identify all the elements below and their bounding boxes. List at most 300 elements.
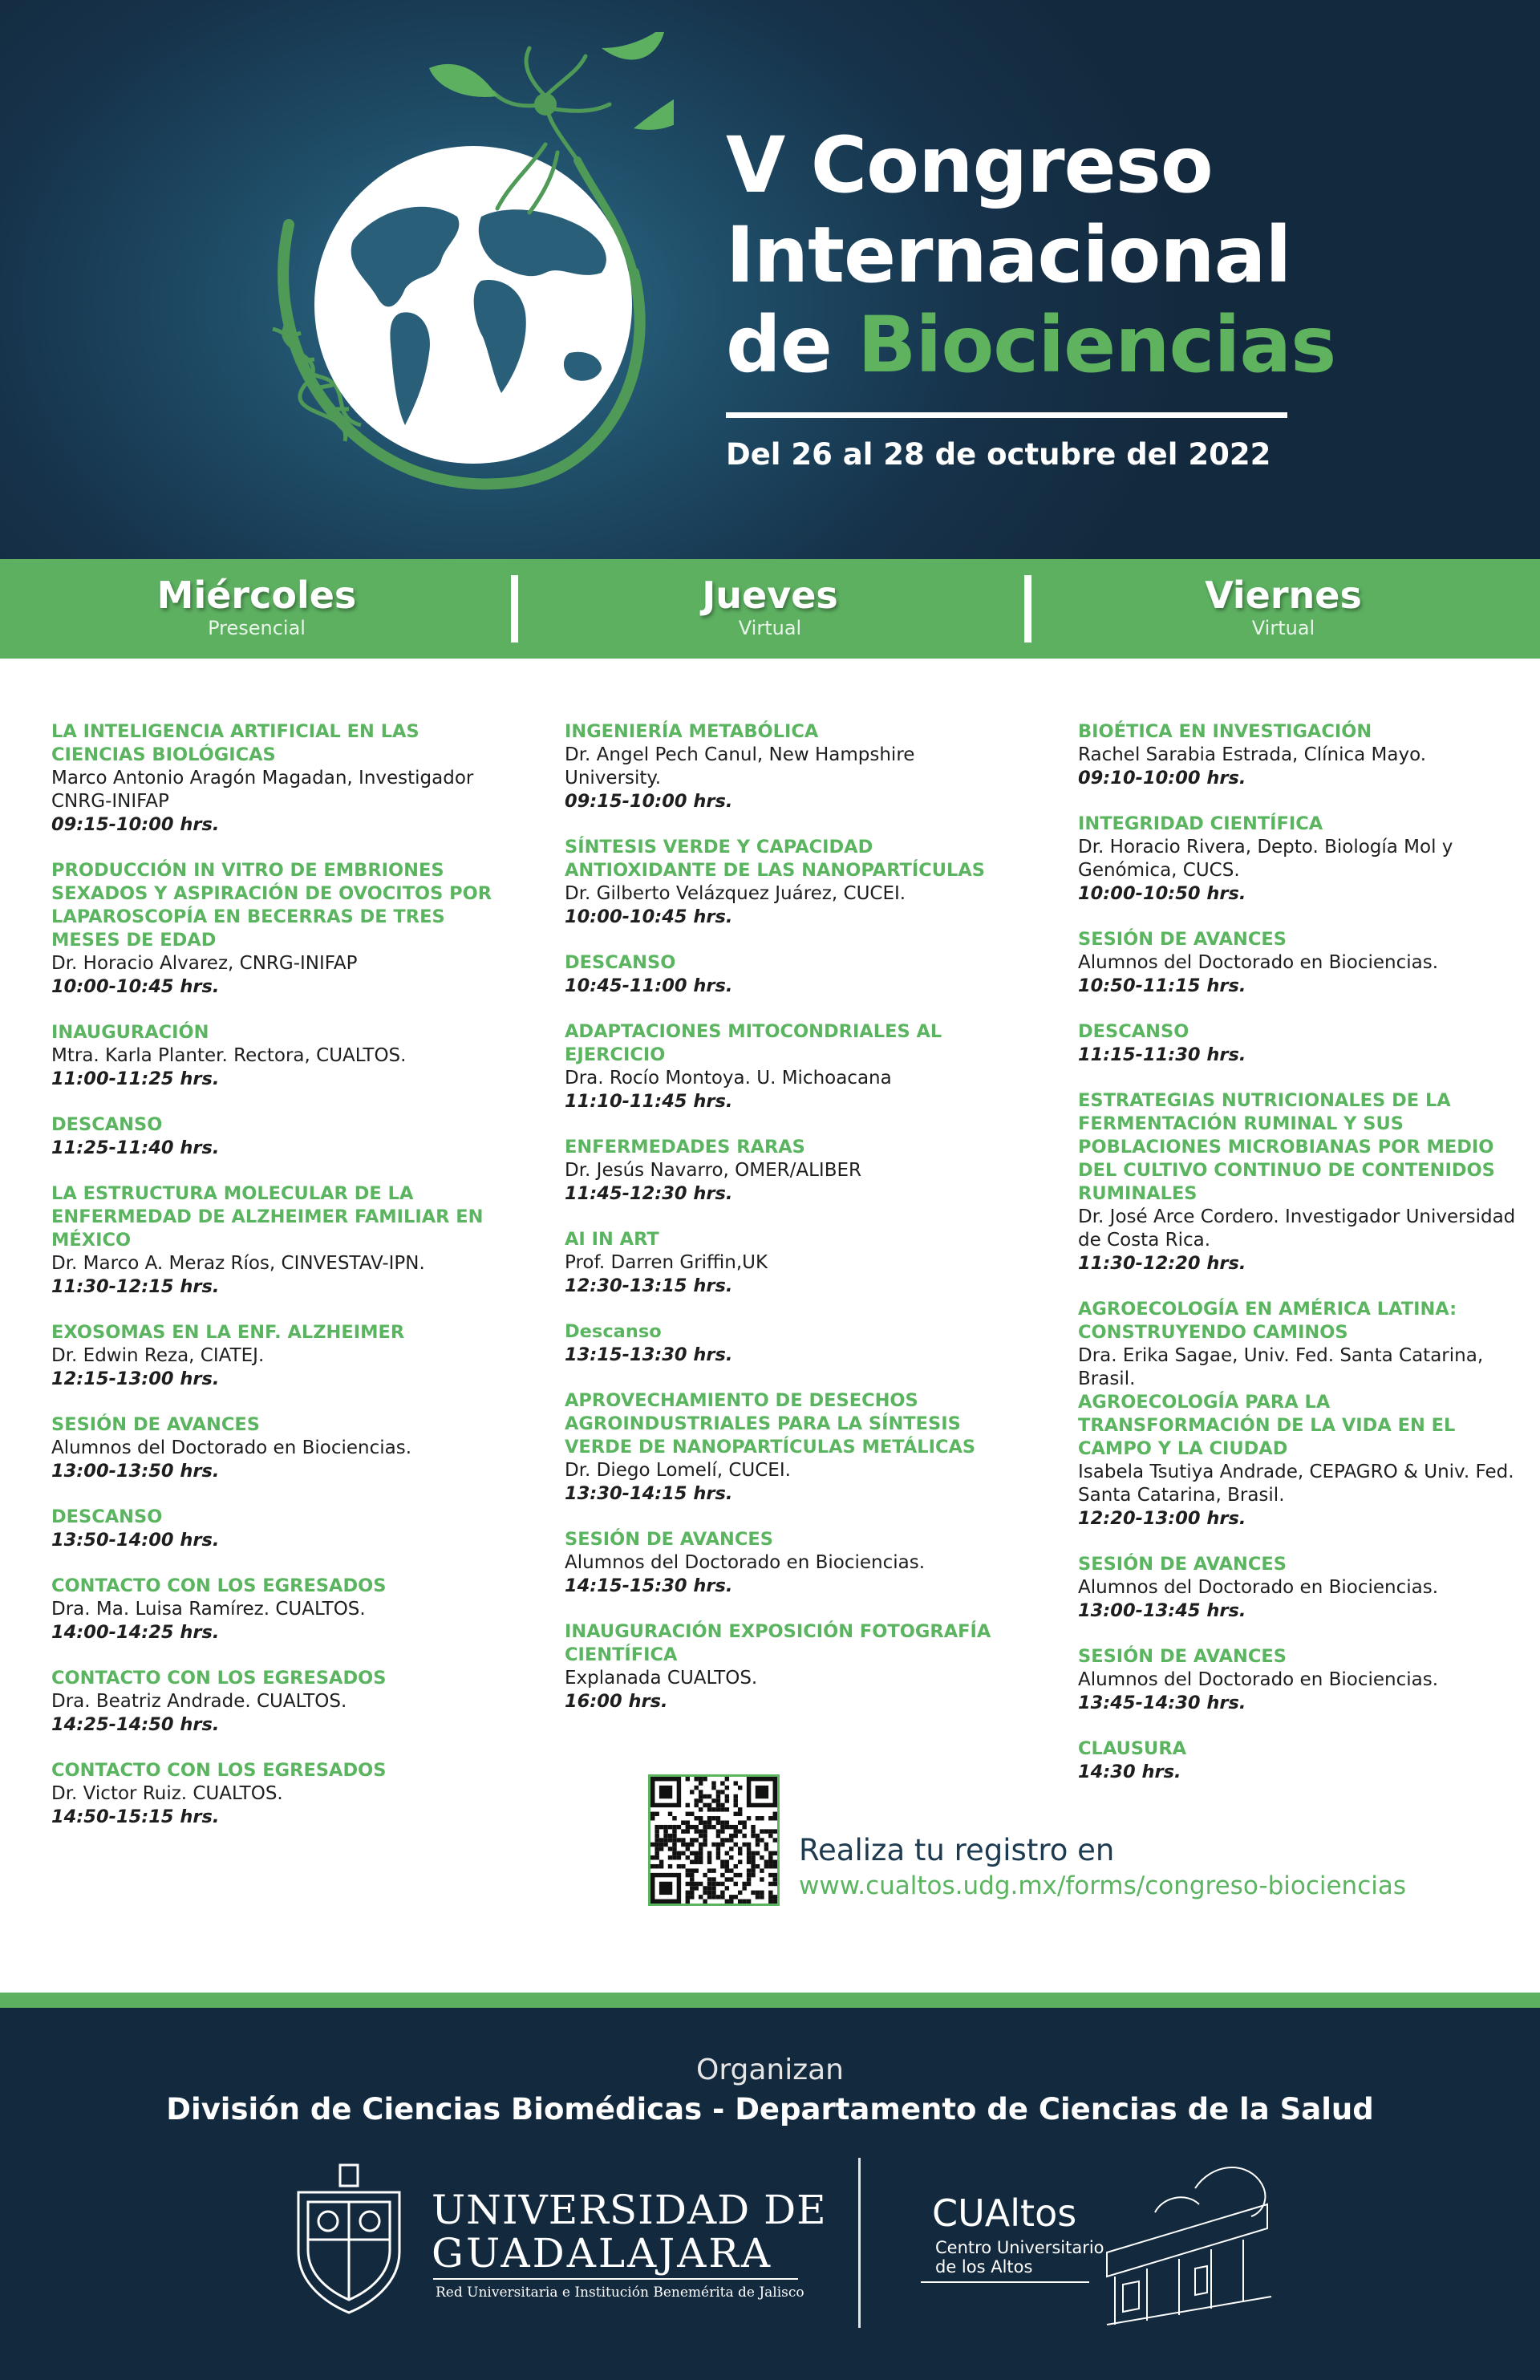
qr-module xyxy=(677,1838,681,1842)
session-title: CONTACTO CON LOS EGRESADOS xyxy=(51,1760,387,1781)
session-title: SESIÓN DE AVANCES xyxy=(565,1529,773,1550)
qr-module xyxy=(720,1825,724,1829)
qr-module xyxy=(703,1825,707,1829)
qr-code-icon[interactable] xyxy=(648,1774,780,1906)
qr-module xyxy=(654,1851,659,1855)
footer-stripe xyxy=(0,1993,1540,2008)
qr-module xyxy=(738,1820,742,1824)
qr-module xyxy=(734,1794,738,1798)
qr-module xyxy=(729,1855,733,1859)
qr-module xyxy=(725,1798,729,1802)
qr-module xyxy=(764,1829,768,1833)
qr-module xyxy=(734,1798,738,1802)
qr-module xyxy=(734,1873,738,1877)
qr-module xyxy=(720,1807,724,1811)
qr-module xyxy=(716,1851,720,1855)
qr-module xyxy=(659,1786,672,1798)
qr-module xyxy=(690,1843,694,1847)
session-title: INGENIERÍA METABÓLICA xyxy=(565,721,819,742)
qr-module xyxy=(699,1834,703,1838)
qr-module xyxy=(729,1838,733,1842)
qr-module xyxy=(751,1873,755,1877)
qr-module xyxy=(686,1882,690,1886)
qr-module xyxy=(703,1829,707,1833)
session-speaker: Dra. Beatriz Andrade. CUALTOS. xyxy=(51,1691,347,1712)
qr-module xyxy=(694,1803,698,1807)
session-title: DESCANSO xyxy=(51,1114,163,1135)
schedule-item xyxy=(1078,1298,1527,1391)
qr-module xyxy=(716,1820,720,1824)
qr-module xyxy=(690,1860,694,1864)
qr-module xyxy=(694,1798,698,1802)
schedule-item xyxy=(51,1321,500,1391)
schedule-item xyxy=(1078,813,1527,906)
qr-module xyxy=(686,1868,690,1872)
title-divider xyxy=(726,412,1287,418)
session-title: APROVECHAMIENTO DE DESECHOS AGROINDUSTRIALES PARA LA SÍNTESIS VERDE DE NANOPARTÍCULAS METÁLICAS xyxy=(565,1390,976,1458)
qr-module xyxy=(760,1877,764,1881)
qr-module xyxy=(699,1790,703,1794)
qr-module xyxy=(686,1895,690,1899)
qr-module xyxy=(734,1834,738,1838)
qr-module xyxy=(681,1851,685,1855)
qr-module xyxy=(729,1825,733,1829)
session-title: DESCANSO xyxy=(51,1506,163,1527)
qr-module xyxy=(699,1781,703,1785)
qr-module xyxy=(768,1873,772,1877)
udg-tagline: Red Universitaria e Institución Benemérita de Jalisco xyxy=(436,2285,804,2301)
qr-module xyxy=(686,1843,690,1847)
session-speaker: Explanada CUALTOS. xyxy=(565,1668,758,1689)
day-separator xyxy=(1024,575,1031,643)
qr-module xyxy=(672,1834,676,1838)
qr-module xyxy=(686,1891,690,1895)
session-speaker: Alumnos del Doctorado en Biociencias. xyxy=(565,1552,926,1573)
qr-module xyxy=(694,1855,698,1859)
day-mode: Presencial xyxy=(208,617,306,639)
qr-module xyxy=(686,1803,690,1807)
session-title: ENFERMEDADES RARAS xyxy=(565,1137,805,1158)
qr-module xyxy=(768,1895,772,1899)
qr-module xyxy=(668,1864,672,1868)
qr-module xyxy=(690,1882,694,1886)
qr-module xyxy=(742,1834,746,1838)
session-speaker: Alumnos del Doctorado en Biociencias. xyxy=(51,1437,412,1458)
qr-module xyxy=(725,1777,729,1781)
qr-module xyxy=(773,1877,777,1881)
qr-module xyxy=(650,1855,654,1859)
qr-module xyxy=(747,1873,751,1877)
session-title: CONTACTO CON LOS EGRESADOS xyxy=(51,1668,387,1689)
day-header-thursday xyxy=(561,559,979,639)
session-speaker: Dr. Angel Pech Canul, New Hampshire University. xyxy=(565,744,915,789)
qr-module xyxy=(734,1812,738,1816)
qr-module xyxy=(650,1864,654,1868)
qr-module xyxy=(690,1812,694,1816)
schedule-item xyxy=(1078,1645,1527,1715)
qr-module xyxy=(663,1829,667,1833)
qr-module xyxy=(720,1803,724,1807)
qr-module xyxy=(725,1838,729,1842)
cualtos-subtitle xyxy=(935,2238,1104,2277)
session-title: SESIÓN DE AVANCES xyxy=(51,1414,260,1435)
qr-module xyxy=(694,1777,698,1781)
session-title: SESIÓN DE AVANCES xyxy=(1078,1554,1287,1575)
qr-module xyxy=(716,1843,720,1847)
qr-module xyxy=(686,1825,690,1829)
qr-module xyxy=(756,1864,760,1868)
schedule-item xyxy=(51,1667,500,1737)
cualtos-underline xyxy=(921,2281,1089,2283)
qr-module xyxy=(707,1895,711,1899)
qr-module xyxy=(654,1855,659,1859)
qr-module xyxy=(650,1812,654,1816)
qr-module xyxy=(720,1781,724,1785)
qr-module xyxy=(742,1843,746,1847)
qr-module xyxy=(725,1794,729,1798)
qr-module xyxy=(650,1843,654,1847)
session-title: INAUGURACIÓN EXPOSICIÓN FOTOGRAFÍA CIENTÍFICA xyxy=(565,1621,991,1665)
schedule-item xyxy=(1078,928,1527,998)
qr-module xyxy=(716,1855,720,1859)
qr-module xyxy=(734,1882,738,1886)
qr-module xyxy=(768,1900,772,1904)
event-title-prefix: de xyxy=(726,300,858,390)
qr-module xyxy=(747,1847,751,1851)
qr-module xyxy=(764,1860,768,1864)
qr-module xyxy=(773,1882,777,1886)
qr-module xyxy=(694,1825,698,1829)
qr-module xyxy=(760,1891,764,1895)
qr-module xyxy=(716,1790,720,1794)
qr-module xyxy=(768,1829,772,1833)
qr-module xyxy=(720,1829,724,1833)
qr-module xyxy=(725,1900,729,1904)
qr-module xyxy=(729,1877,733,1881)
qr-module xyxy=(738,1873,742,1877)
qr-module xyxy=(668,1825,672,1829)
qr-module xyxy=(686,1777,690,1781)
qr-module xyxy=(690,1877,694,1881)
day-header-friday xyxy=(1075,559,1492,639)
qr-module xyxy=(694,1829,698,1833)
session-title: Descanso xyxy=(565,1321,662,1342)
qr-module xyxy=(751,1825,755,1829)
event-title-line-3 xyxy=(726,300,1336,390)
qr-module xyxy=(747,1860,751,1864)
qr-module xyxy=(716,1847,720,1851)
qr-module xyxy=(747,1843,751,1847)
qr-module xyxy=(725,1825,729,1829)
qr-module xyxy=(690,1825,694,1829)
qr-module xyxy=(703,1891,707,1895)
qr-module xyxy=(729,1900,733,1904)
session-time: 13:50-14:00 hrs. xyxy=(51,1530,220,1551)
qr-module xyxy=(672,1855,676,1859)
session-title: AGROECOLOGÍA PARA LA TRANSFORMACIÓN DE LA VIDA EN EL CAMPO Y LA CIUDAD xyxy=(1078,1392,1456,1459)
qr-module xyxy=(725,1860,729,1864)
qr-module xyxy=(742,1820,746,1824)
qr-module xyxy=(760,1855,764,1859)
qr-module xyxy=(663,1843,667,1847)
qr-module xyxy=(747,1851,751,1855)
qr-module xyxy=(694,1851,698,1855)
qr-module xyxy=(690,1891,694,1895)
qr-module xyxy=(707,1807,711,1811)
qr-module xyxy=(711,1843,715,1847)
qr-module xyxy=(742,1882,746,1886)
session-time: 09:15-10:00 hrs. xyxy=(565,791,733,812)
qr-module xyxy=(703,1803,707,1807)
registration-label: Realiza tu registro en xyxy=(799,1833,1115,1867)
qr-module xyxy=(703,1900,707,1904)
qr-module xyxy=(756,1834,760,1838)
qr-module xyxy=(756,1786,768,1798)
qr-module xyxy=(747,1855,751,1859)
qr-module xyxy=(734,1843,738,1847)
qr-module xyxy=(672,1838,676,1842)
qr-module xyxy=(711,1816,715,1820)
session-speaker: Isabela Tsutiya Andrade, CEPAGRO & Univ. Fed. Santa Catarina, Brasil. xyxy=(1078,1462,1514,1506)
qr-module xyxy=(707,1882,711,1886)
qr-module xyxy=(681,1829,685,1833)
qr-module xyxy=(654,1812,659,1816)
qr-module xyxy=(699,1829,703,1833)
session-speaker: Dr. Marco A. Meraz Ríos, CINVESTAV-IPN. xyxy=(51,1253,425,1274)
qr-module xyxy=(738,1900,742,1904)
schedule-item xyxy=(51,1759,500,1829)
qr-module xyxy=(716,1798,720,1802)
day-name: Viernes xyxy=(1205,574,1362,617)
qr-module xyxy=(720,1873,724,1877)
session-time: 09:15-10:00 hrs. xyxy=(51,814,220,835)
qr-module xyxy=(738,1786,742,1790)
cualtos-name: CUAltos xyxy=(932,2191,1077,2235)
qr-module xyxy=(720,1895,724,1899)
qr-module xyxy=(734,1803,738,1807)
qr-module xyxy=(764,1864,768,1868)
qr-module xyxy=(654,1829,659,1833)
session-time: 13:15-13:30 hrs. xyxy=(565,1344,733,1365)
session-title: ADAPTACIONES MITOCONDRIALES AL EJERCICIO xyxy=(565,1021,942,1065)
udg-seal-icon xyxy=(290,2163,407,2316)
session-time: 11:30-12:15 hrs. xyxy=(51,1276,220,1297)
session-title: AGROECOLOGÍA EN AMÉRICA LATINA: CONSTRUYENDO CAMINOS xyxy=(1078,1299,1457,1343)
schedule-item xyxy=(565,1136,1014,1206)
session-speaker: Alumnos del Doctorado en Biociencias. xyxy=(1078,1577,1439,1598)
qr-module xyxy=(738,1860,742,1864)
qr-module xyxy=(703,1843,707,1847)
session-time: 10:00-10:45 hrs. xyxy=(565,906,733,927)
qr-module xyxy=(747,1868,751,1872)
qr-module xyxy=(654,1825,659,1829)
session-time: 14:00-14:25 hrs. xyxy=(51,1622,220,1643)
qr-module xyxy=(716,1794,720,1798)
logo-separator xyxy=(858,2158,861,2328)
qr-module xyxy=(654,1843,659,1847)
organizers-names: División de Ciencias Biomédicas - Departamento de Ciencias de la Salud xyxy=(166,2092,1374,2127)
session-speaker: Alumnos del Doctorado en Biociencias. xyxy=(1078,952,1439,973)
qr-module xyxy=(773,1873,777,1877)
qr-module xyxy=(711,1825,715,1829)
session-time: 14:30 hrs. xyxy=(1078,1762,1181,1782)
session-time: 11:25-11:40 hrs. xyxy=(51,1137,220,1158)
qr-module xyxy=(711,1798,715,1802)
qr-module xyxy=(716,1816,720,1820)
session-time: 14:50-15:15 hrs. xyxy=(51,1806,220,1827)
qr-module xyxy=(734,1825,738,1829)
session-time: 10:00-10:50 hrs. xyxy=(1078,883,1246,904)
qr-module xyxy=(768,1855,772,1859)
session-time: 11:45-12:30 hrs. xyxy=(565,1183,733,1204)
udg-name-line-1: UNIVERSIDAD DE xyxy=(432,2187,827,2233)
qr-module xyxy=(751,1834,755,1838)
day-headers-bar xyxy=(0,559,1540,659)
qr-module xyxy=(703,1820,707,1824)
qr-module xyxy=(707,1886,711,1890)
qr-module xyxy=(681,1843,685,1847)
qr-module xyxy=(716,1834,720,1838)
qr-module xyxy=(686,1855,690,1859)
qr-module xyxy=(694,1860,698,1864)
session-speaker: Mtra. Karla Planter. Rectora, CUALTOS. xyxy=(51,1045,407,1066)
qr-module xyxy=(659,1882,672,1895)
qr-module xyxy=(747,1816,751,1820)
qr-module xyxy=(690,1886,694,1890)
qr-module xyxy=(681,1838,685,1842)
session-speaker: Dr. Diego Lomelí, CUCEI. xyxy=(565,1460,791,1481)
session-time: 12:30-13:15 hrs. xyxy=(565,1275,733,1296)
session-time: 16:00 hrs. xyxy=(565,1691,668,1712)
qr-module xyxy=(725,1864,729,1868)
qr-module xyxy=(738,1847,742,1851)
qr-module xyxy=(720,1882,724,1886)
schedule-item xyxy=(51,1506,500,1552)
qr-module xyxy=(773,1895,777,1899)
qr-module xyxy=(711,1868,715,1872)
registration-url-link[interactable]: www.cualtos.udg.mx/forms/congreso-biociencias xyxy=(799,1871,1407,1900)
qr-module xyxy=(738,1812,742,1816)
qr-module xyxy=(720,1860,724,1864)
session-title: SÍNTESIS VERDE Y CAPACIDAD ANTIOXIDANTE DE LAS NANOPARTÍCULAS xyxy=(565,837,985,881)
qr-module xyxy=(711,1807,715,1811)
poster-header xyxy=(0,0,1540,559)
qr-module xyxy=(672,1829,676,1833)
schedule-item xyxy=(51,1575,500,1644)
qr-module xyxy=(725,1877,729,1881)
qr-module xyxy=(699,1820,703,1824)
qr-module xyxy=(760,1816,764,1820)
qr-module xyxy=(725,1886,729,1890)
event-title-line-2: Internacional xyxy=(726,210,1291,300)
qr-module xyxy=(751,1891,755,1895)
qr-module xyxy=(773,1838,777,1842)
qr-module xyxy=(650,1816,654,1820)
day-mode: Virtual xyxy=(1251,617,1315,639)
qr-module xyxy=(707,1794,711,1798)
qr-module xyxy=(672,1843,676,1847)
qr-module xyxy=(738,1807,742,1811)
session-time: 11:30-12:20 hrs. xyxy=(1078,1253,1246,1274)
qr-module xyxy=(725,1786,729,1790)
qr-module xyxy=(716,1829,720,1833)
day-mode: Virtual xyxy=(738,617,802,639)
qr-module xyxy=(773,1860,777,1864)
qr-module xyxy=(711,1895,715,1899)
session-speaker: Prof. Darren Griffin,UK xyxy=(565,1252,768,1273)
qr-module xyxy=(672,1816,676,1820)
event-title-block xyxy=(726,120,1336,472)
qr-module xyxy=(707,1851,711,1855)
qr-module xyxy=(699,1816,703,1820)
qr-module xyxy=(711,1786,715,1790)
session-title: SESIÓN DE AVANCES xyxy=(1078,1646,1287,1667)
qr-module xyxy=(707,1816,711,1820)
schedule-item xyxy=(565,836,1014,929)
schedule-column-friday xyxy=(1078,720,1527,1806)
schedule-item xyxy=(1078,1089,1527,1275)
qr-module xyxy=(699,1860,703,1864)
qr-module xyxy=(711,1886,715,1890)
schedule-column-wednesday xyxy=(51,720,500,1851)
qr-module xyxy=(686,1812,690,1816)
qr-module xyxy=(720,1820,724,1824)
qr-module xyxy=(668,1847,672,1851)
qr-module xyxy=(768,1860,772,1864)
qr-module xyxy=(756,1816,760,1820)
qr-module xyxy=(711,1877,715,1881)
qr-module xyxy=(764,1847,768,1851)
qr-module xyxy=(773,1829,777,1833)
qr-module xyxy=(751,1855,755,1859)
qr-module xyxy=(756,1891,760,1895)
qr-module xyxy=(738,1851,742,1855)
qr-module xyxy=(703,1838,707,1842)
qr-module xyxy=(720,1864,724,1868)
schedule-item xyxy=(565,1620,1014,1713)
qr-module xyxy=(729,1868,733,1872)
qr-module xyxy=(668,1834,672,1838)
qr-module xyxy=(686,1900,690,1904)
qr-module xyxy=(720,1838,724,1842)
qr-module xyxy=(703,1873,707,1877)
session-time: 10:50-11:15 hrs. xyxy=(1078,975,1246,996)
session-speaker: Dr. Jesús Navarro, OMER/ALIBER xyxy=(565,1160,861,1181)
schedule-item xyxy=(1078,1391,1527,1531)
qr-module xyxy=(751,1829,755,1833)
qr-module xyxy=(768,1834,772,1838)
session-time: 11:10-11:45 hrs. xyxy=(565,1091,733,1112)
qr-module xyxy=(729,1895,733,1899)
qr-module xyxy=(659,1864,663,1868)
qr-module xyxy=(760,1838,764,1842)
udg-divider xyxy=(433,2278,798,2280)
qr-module xyxy=(720,1843,724,1847)
qr-module xyxy=(747,1900,751,1904)
qr-module xyxy=(711,1891,715,1895)
qr-module xyxy=(760,1829,764,1833)
session-title: INTEGRIDAD CIENTÍFICA xyxy=(1078,813,1323,834)
qr-module xyxy=(760,1868,764,1872)
session-title: EXOSOMAS EN LA ENF. ALZHEIMER xyxy=(51,1322,405,1343)
qr-module xyxy=(734,1781,738,1785)
session-time: 12:20-13:00 hrs. xyxy=(1078,1508,1246,1529)
qr-module xyxy=(677,1825,681,1829)
qr-module xyxy=(659,1860,663,1864)
qr-module xyxy=(742,1900,746,1904)
qr-module xyxy=(699,1882,703,1886)
schedule-item xyxy=(51,859,500,999)
